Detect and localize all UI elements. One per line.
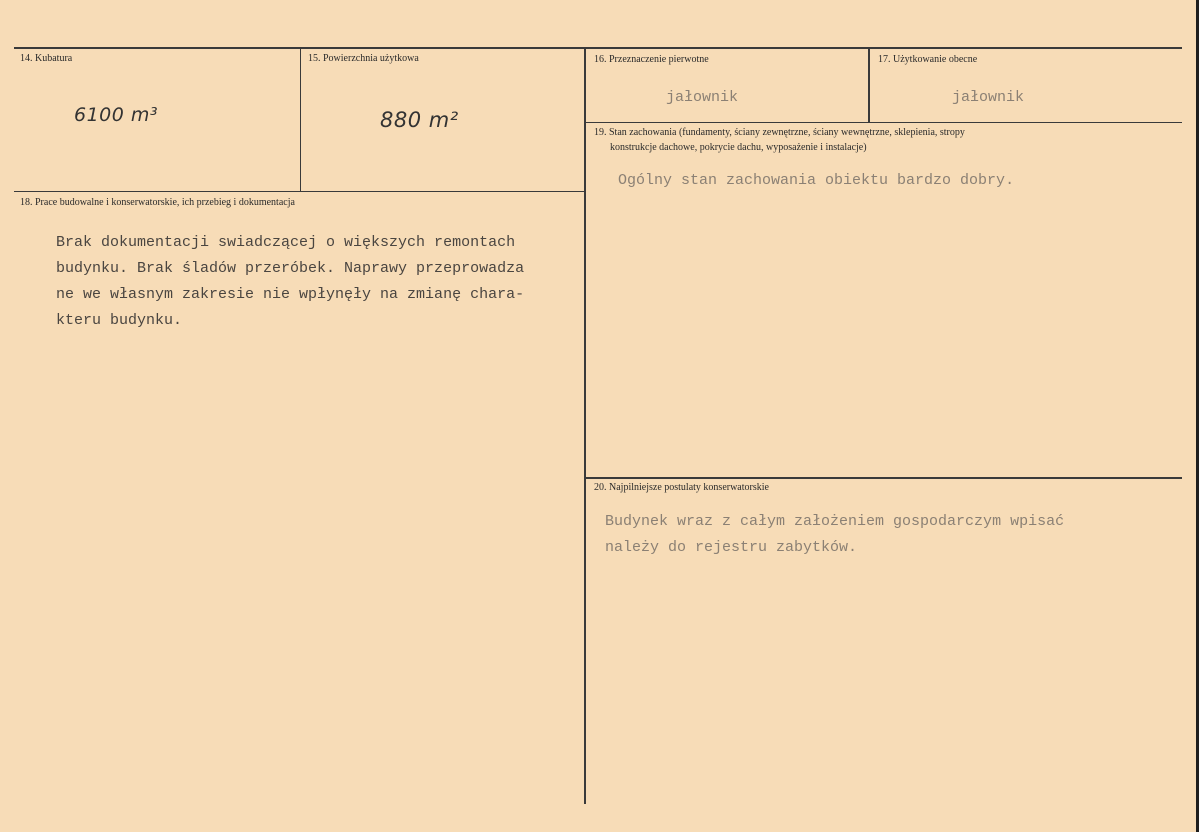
field-19-value: Ogólny stan zachowania obiektu bardzo dobry. [618,172,1015,189]
field-14-label: 14. Kubatura [20,53,73,64]
rule-above-20 [586,477,1182,479]
field-14-value: 6100 m³ [74,104,159,126]
field-18-line-3: ne we własnym zakresie nie wpłynęły na zmianę chara- [56,286,525,303]
field-17-label: 17. Użytkowanie obecne [878,54,978,65]
rule-below-16-17 [586,122,1182,123]
divider-16-17 [868,48,870,123]
field-20-line-1: Budynek wraz z całym założeniem gospodarczym wpisać [605,513,1065,530]
field-15-label: 15. Powierzchnia użytkowa [308,53,419,64]
field-16-label: 16. Przeznaczenie pierwotne [594,54,709,65]
main-vertical-divider [584,48,586,804]
field-18-label: 18. Prace budowalne i konserwatorskie, ich przebieg i dokumentacja [20,197,295,208]
field-16-value: jałownik [666,89,739,106]
field-19-label-line-1: 19. Stan zachowania (fundamenty, ściany zewnętrzne, ściany wewnętrzne, sklepienia, stropy [594,127,965,138]
field-15-value: 880 m² [380,108,459,132]
field-17-value: jałownik [952,89,1025,106]
field-20-text [605,509,1175,561]
field-20-line-2: należy do rejestru zabytków. [605,539,858,556]
top-rule [14,47,1182,49]
field-20-label: 20. Najpilniejsze postulaty konserwatorskie [594,482,769,493]
field-18-line-4: kteru budynku. [56,312,183,329]
rule-below-14-15 [14,191,584,192]
divider-14-15 [300,48,301,191]
field-18-line-1: Brak dokumentacji swiadczącej o większych remontach [56,234,516,251]
field-18-line-2: budynku. Brak śladów przeróbek. Naprawy przeprowadza [56,260,525,277]
field-18-text [56,230,586,334]
field-19-label-line-2: konstrukcje dachowe, pokrycie dachu, wyposażenie i instalacje) [610,142,867,153]
